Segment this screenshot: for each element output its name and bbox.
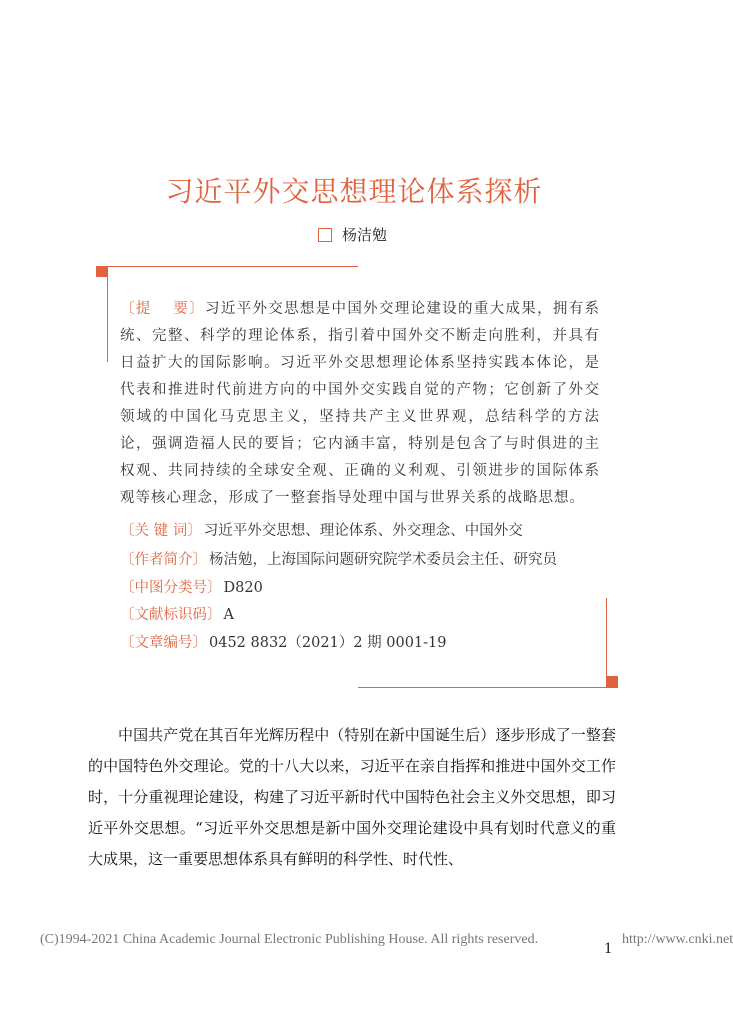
classification-label: 〔中图分类号〕 (120, 580, 222, 596)
classification-line (120, 576, 263, 597)
article-title: 习近平外交思想理论体系探析 (165, 175, 543, 208)
author-line (318, 224, 387, 245)
article-number-label: 〔文章编号〕 (120, 635, 207, 651)
document-code-value: A (223, 607, 234, 623)
document-code-line (120, 603, 234, 624)
body-paragraph: 中国共产党在其百年光辉历程中（特别在新中国诞生后）逐步形成了一整套的中国特色外交理论。党的十八大以来，习近平在亲自指挥和推进中国外交工作时，十分重视理论建设，构建了习近平新时代中国特色社会主义外交思想，即习近平外交思想。“习近平外交思想是新中国外交理论建设中具有划时代意义的重大成果，这一重要思想体系具有鲜明的科学性、时代性、 (88, 726, 616, 868)
author-intro-line (120, 548, 557, 569)
document-code-label: 〔文献标识码〕 (120, 607, 222, 623)
abstract-label: 〔提 要〕 (120, 301, 205, 317)
keywords-value: 习近平外交思想、理论体系、外交理念、中国外交 (203, 523, 523, 539)
author-name: 杨洁勉 (342, 226, 388, 244)
author-marker-icon (318, 228, 332, 242)
frame-line-right (606, 598, 607, 688)
author-intro-label: 〔作者简介〕 (120, 552, 207, 568)
article-number-line (120, 631, 447, 652)
classification-value: D820 (223, 580, 263, 596)
footer-url[interactable]: http://www.cnki.net (622, 932, 733, 947)
corner-square-top-left (96, 266, 107, 277)
corner-square-bottom-right (607, 676, 618, 687)
frame-line-top (96, 266, 358, 267)
frame-line-bottom (358, 687, 618, 688)
abstract-text: 习近平外交思想是中国外交理论建设的重大成果，拥有系统、完整、科学的理论体系，指引着中国外交不断走向胜利，并具有日益扩大的国际影响。习近平外交思想理论体系坚持实践本体论，是代表和推进时代前进方向的中国外交实践自觉的产物；它创新了外交领域的中国化马克思主义，坚持共产主义世界观，总结科学的方法论，强调造福人民的要旨；它内涵丰富，特别是包含了与时俱进的主权观、共同持续的全球安全观、正确的义利观、引领进步的国际体系观等核心理念，形成了一整套指导处理中国与世界关系的战略思想。 (120, 301, 601, 506)
page-number: 1 (604, 940, 612, 957)
author-intro-value: 杨洁勉，上海国际问题研究院学术委员会主任、研究员 (209, 552, 557, 568)
frame-line-left (107, 266, 108, 362)
body-text (88, 720, 616, 875)
abstract (120, 296, 600, 512)
keywords-line (120, 519, 523, 540)
copyright-footer: (C)1994-2021 China Academic Journal Electronic Publishing House. All rights reserved. (40, 932, 539, 947)
article-number-value: 0452 8832（2021）2 期 0001-19 (209, 635, 447, 651)
keywords-label: 〔关 键 词〕 (120, 523, 202, 539)
